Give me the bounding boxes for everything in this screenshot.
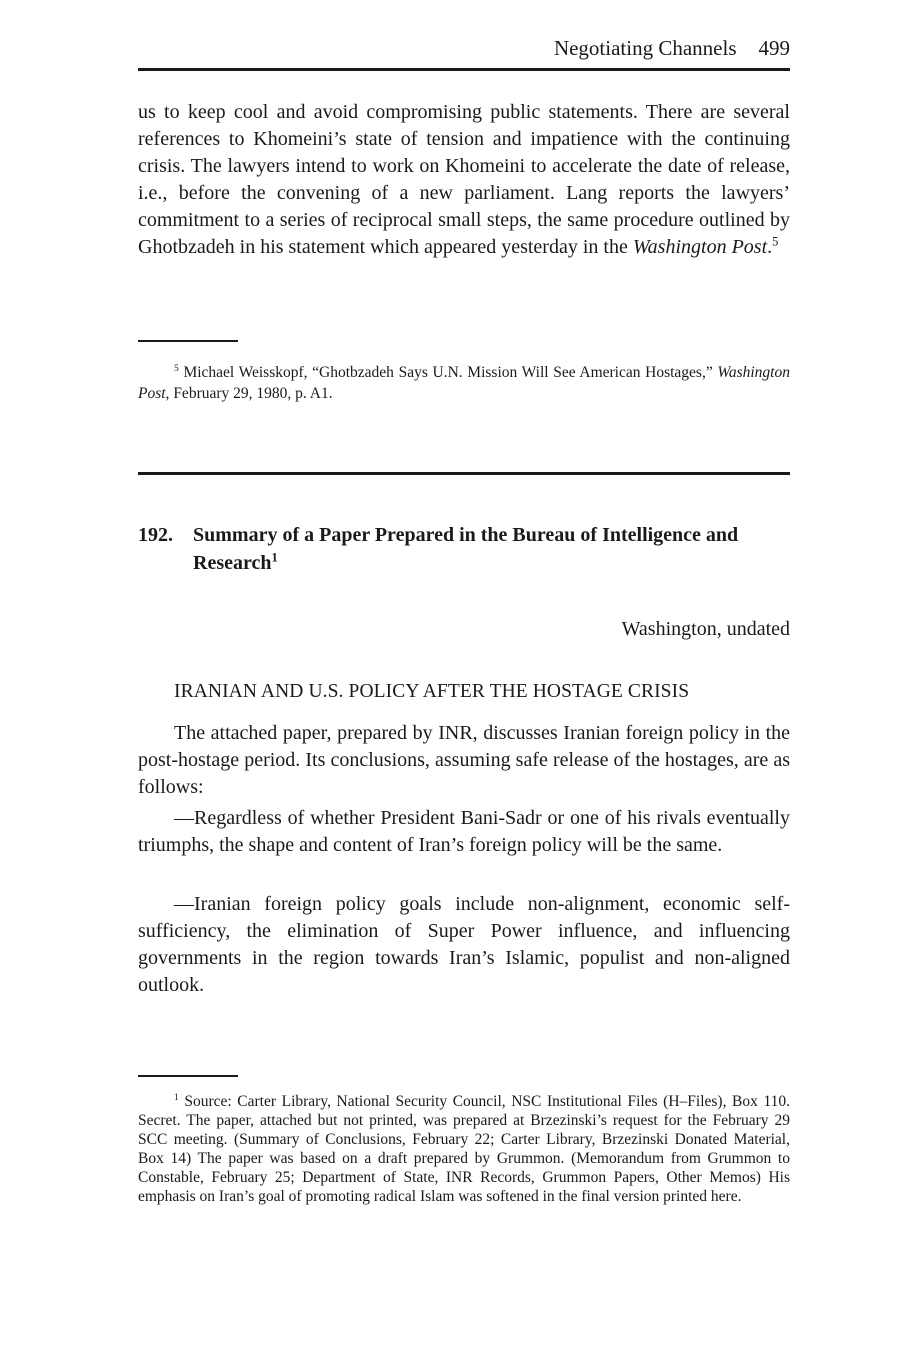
footnote-marker: 1	[174, 1091, 179, 1103]
body-paragraph: —Iranian foreign policy goals include non-alignment, economic self-sufficiency, the elimination of Super Power influence, and influencing governments in the region towards Iran’s Islamic, populist and non-aligned outlook.	[138, 893, 790, 996]
body-paragraph: The attached paper, prepared by INR, discusses Iranian foreign policy in the post-hostage period. Its conclusions, assuming safe release of the hostages, are as follows:	[138, 722, 790, 798]
footnote-1: $^1$ Source: Carter Library, National Security Council, NSC Institutional Files (H–Files), Box 110. Secret. The paper, attached but not printed, was prepared at Brzezinski’s request for the February 29 SCC meeting. (Summary of Conclusions, February 22; Carter Library, Brzezinski Donated Material, Box 14) The paper was based on a draft prepared by Grummon. (Memorandum from Grummon to Constable, February 25; Department of State, INR Records, Grummon Papers, Other Memos) His emphasis on Iran’s goal of promoting radical Islam was softened in the final version printed here.	[138, 1091, 790, 1205]
dateline: Washington, undated	[621, 618, 790, 640]
page-number: 499	[758, 36, 790, 60]
document-number: 192.	[138, 524, 173, 546]
running-title: Negotiating Channels	[553, 36, 737, 60]
running-header	[138, 36, 790, 66]
footnote-ref-1: 1	[271, 550, 278, 565]
footnote-rule	[138, 340, 238, 342]
footnote-marker: 5	[174, 362, 179, 374]
section-divider	[138, 472, 790, 475]
footnote-ref-5: 5	[772, 234, 779, 249]
continued-paragraph: us to keep cool and avoid compromising public statements. There are several references to Khomeini’s state of tension and impatience with the continuing crisis. The lawyers intend to work on Khomeini to accelerate the date of release, i.e., before the convening of a new parliament. Lang reports the lawyers’ commitment to a series of reciprocal small steps, the same procedure outlined by Ghotbzadeh in his statement which appeared yesterday in the Washington Post.$^5$	[138, 101, 790, 258]
publication-title: Washington Post	[632, 236, 768, 258]
footnote-5: $^5$ Michael Weisskopf, “Ghotbzadeh Says U.N. Mission Will See American Hostages,” Washington Post, February 29, 1980, p. A1.	[138, 362, 790, 402]
section-title: IRANIAN AND U.S. POLICY AFTER THE HOSTAGE CRISIS	[174, 681, 690, 702]
document-heading	[138, 521, 790, 577]
body-paragraph: —Regardless of whether President Bani-Sadr or one of his rivals eventually triumphs, the shape and content of Iran’s foreign policy will be the same.	[138, 807, 790, 856]
document-title: Summary of a Paper Prepared in the Bureau of Intelligence and Research	[193, 524, 739, 574]
footnote-rule	[138, 1075, 238, 1077]
header-rule	[138, 68, 790, 71]
